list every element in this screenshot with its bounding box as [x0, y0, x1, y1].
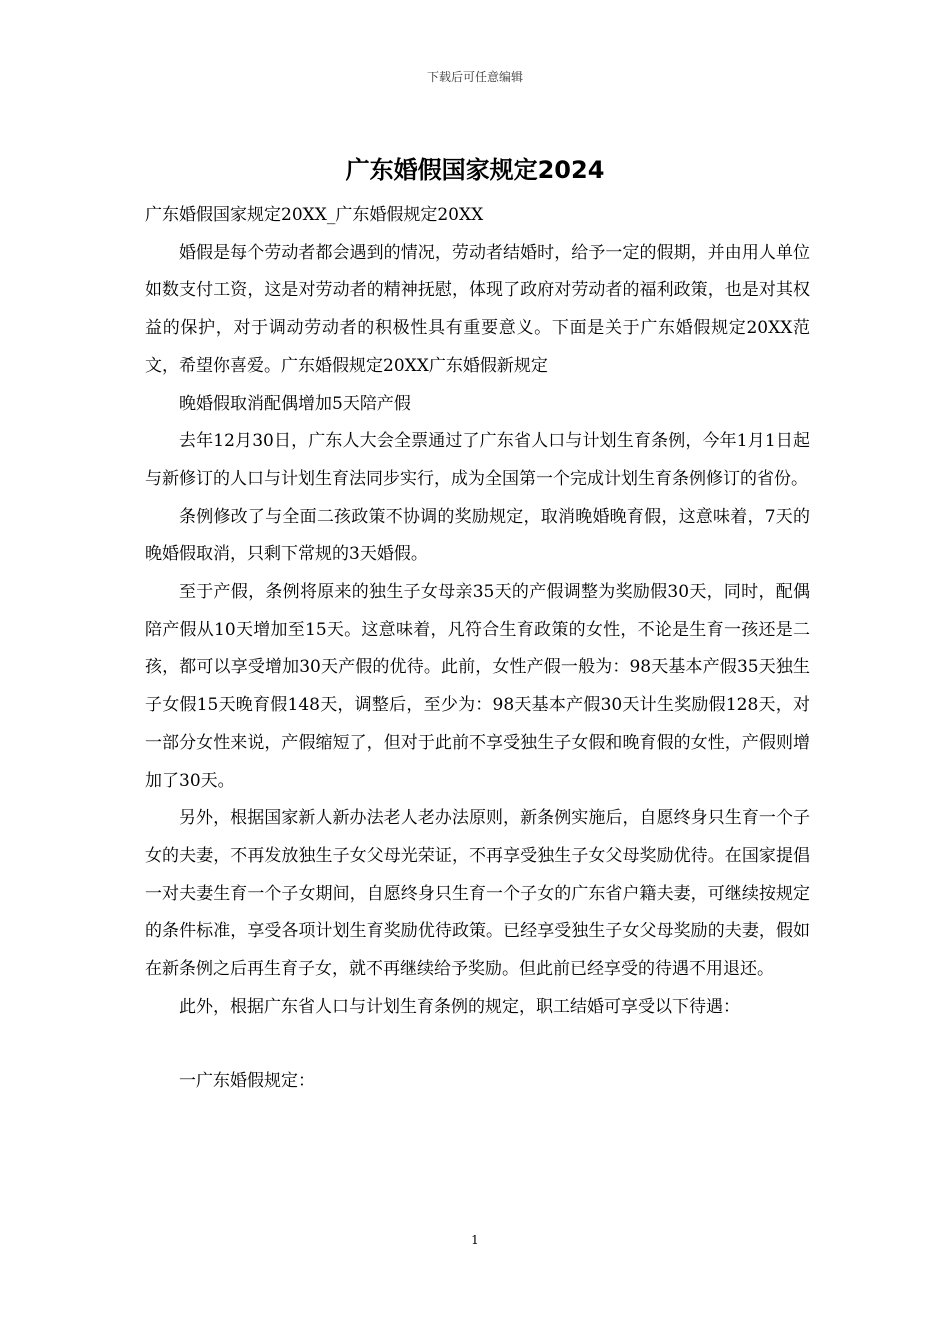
header-note: 下载后可任意编辑 [426, 70, 523, 84]
paragraph-section-heading: 一广东婚假规定： [179, 1071, 315, 1092]
paragraph-intro: 婚假是每个劳动者都会遇到的情况，劳动者结婚时，给予一定的假期，并由用人单位如数支付工资，这是对劳动者的精神抚慰，体现了政府对劳动者的福利政策，也是对其权益的保护，对于调动劳动者的积极性具有重要意义。下面是关于广东婚假规定20XX范文，希望你喜爱。广东婚假规定20XX广东婚假新规定 [145, 242, 810, 376]
paragraph-heading-late-marriage: 晚婚假取消配偶增加5天陪产假 [179, 393, 411, 414]
paragraph-maternity-leave: 至于产假，条例将原来的独生子女母亲35天的产假调整为奖励假30天，同时，配偶陪产假从10天增加至15天。这意味着，凡符合生育政策的女性，不论是生育一孩还是二孩，都可以享受增加30天产假的优待。此前，女性产假一般为：98天基本产假35天独生子女假15天晚育假148天，调整后，至少为：98天基本产假30天计生奖励假128天，对一部分女性来说，产假缩短了，但对于此前不享受独生子女假和晚育假的女性，产假则增加了30天。 [145, 582, 810, 791]
page-number: 1 [471, 1233, 479, 1247]
paragraph-regulation-passed: 去年12月30日，广东人大会全票通过了广东省人口与计划生育条例，今年1月1日起与新修订的人口与计划生育法同步实行，成为全国第一个完成计划生育条例修订的省份。 [145, 431, 810, 489]
paragraph-single-child-policy: 另外，根据国家新人新办法老人老办法原则，新条例实施后，自愿终身只生育一个子女的夫妻，不再发放独生子女父母光荣证，不再享受独生子女父母奖励优待。在国家提倡一对夫妻生育一个子女期间，自愿终身只生育一个子女的广东省户籍夫妻，可继续按规定的条件标准，享受各项计划生育奖励优待政策。已经享受独生子女父母奖励的夫妻，假如在新条例之后再生育子女，就不再继续给予奖励。但此前已经享受的待遇不用退还。 [145, 808, 810, 980]
paragraph-reward-changes: 条例修改了与全面二孩政策不协调的奖励规定，取消晚婚晚育假，这意味着，7天的晚婚假取消，只剩下常规的3天婚假。 [145, 506, 810, 565]
document-body [145, 197, 810, 1101]
subtitle-line: 广东婚假国家规定20XX_广东婚假规定20XX [145, 205, 484, 225]
paragraph-marriage-benefits: 此外，根据广东省人口与计划生育条例的规定，职工结婚可享受以下待遇： [179, 996, 740, 1017]
document-title: 广东婚假国家规定2024 [345, 156, 605, 184]
